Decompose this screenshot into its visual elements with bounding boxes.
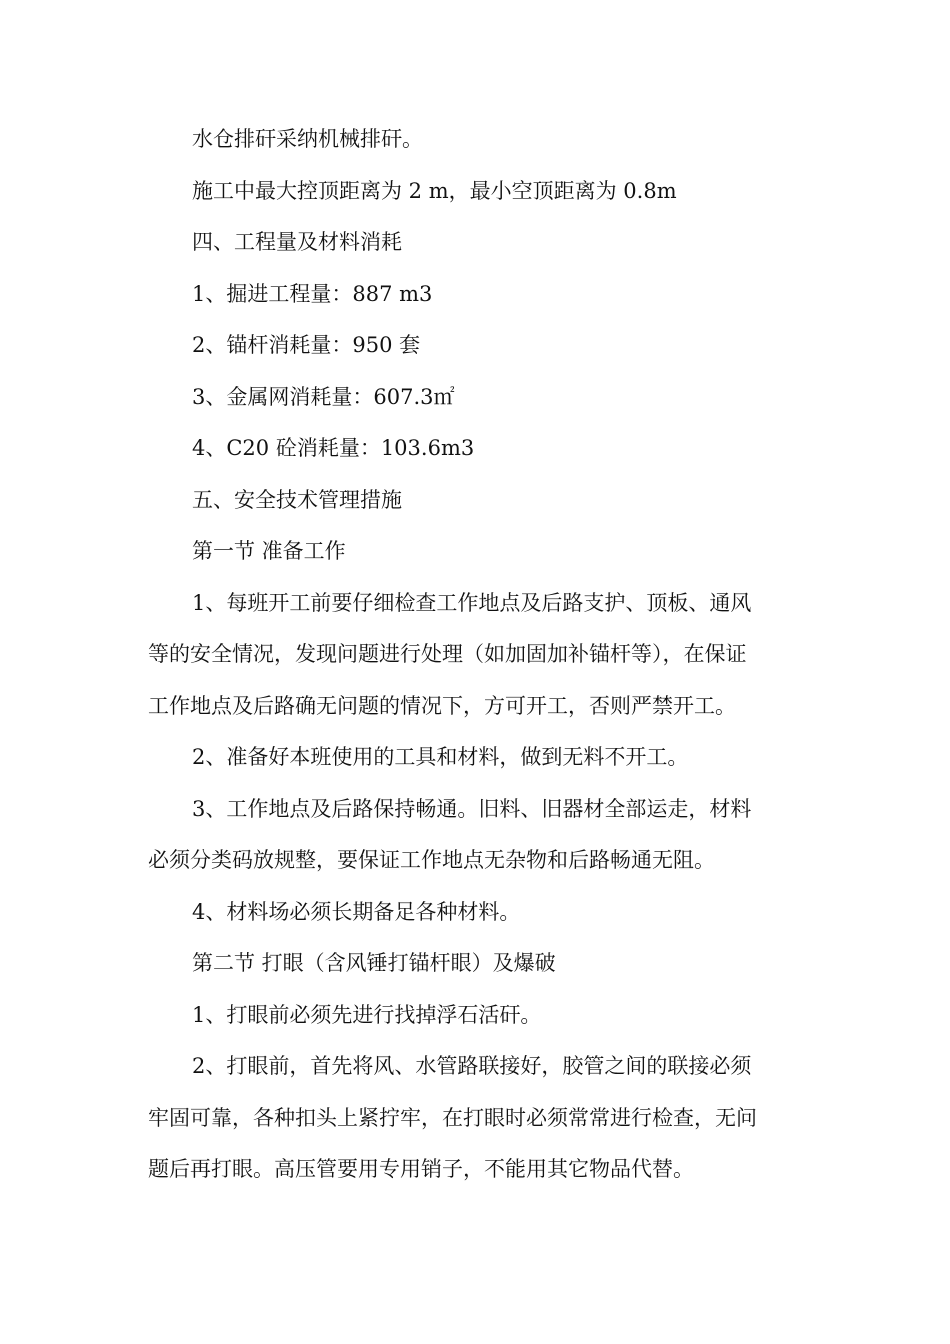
list-item: 1、掘进工程量：887 m3 [192, 281, 433, 306]
paragraph-line: 必须分类码放规整，要保证工作地点无杂物和后路畅通无阻。 [148, 848, 715, 872]
subsection-heading: 第一节 准备工作 [192, 539, 346, 563]
paragraph-line: 题后再打眼。高压管要用专用销子，不能用其它物品代替。 [148, 1157, 694, 1181]
paragraph-line: 4、材料场必须长期备足各种材料。 [192, 899, 521, 924]
paragraph-line: 等的安全情况，发现问题进行处理（如加固加补锚杆等），在保证 [148, 642, 747, 666]
document-body [148, 114, 798, 1196]
section-heading: 四、工程量及材料消耗 [192, 230, 402, 254]
paragraph-line: 工作地点及后路确无问题的情况下，方可开工，否则严禁开工。 [148, 693, 736, 718]
text-line: 施工中最大控顶距离为 2 m，最小空顶距离为 0.8m [192, 178, 677, 203]
paragraph-line: 1、每班开工前要仔细检查工作地点及后路支护、顶板、通风 [192, 590, 752, 615]
list-item: 4、C20 砼消耗量：103.6m3 [192, 436, 475, 460]
paragraph-line: 1、打眼前必须先进行找掉浮石活矸。 [192, 1002, 542, 1027]
section-heading: 五、安全技术管理措施 [192, 487, 402, 512]
paragraph-line: 2、打眼前，首先将风、水管路联接好，胶管之间的联接必须 [192, 1054, 752, 1078]
list-item: 3、金属网消耗量：607.3㎡ [192, 384, 455, 409]
paragraph-line: 2、准备好本班使用的工具和材料，做到无料不开工。 [192, 745, 689, 769]
paragraph-line: 牢固可靠，各种扣头上紧拧牢，在打眼时必须常常进行检查，无问 [148, 1105, 757, 1130]
paragraph-line: 3、工作地点及后路保持畅通。旧料、旧器材全部运走，材料 [192, 796, 752, 821]
list-item: 2、锚杆消耗量：950 套 [192, 333, 421, 357]
text-line: 水仓排矸采纳机械排矸。 [192, 127, 423, 151]
subsection-heading: 第二节 打眼（含风锤打锚杆眼）及爆破 [192, 951, 556, 975]
